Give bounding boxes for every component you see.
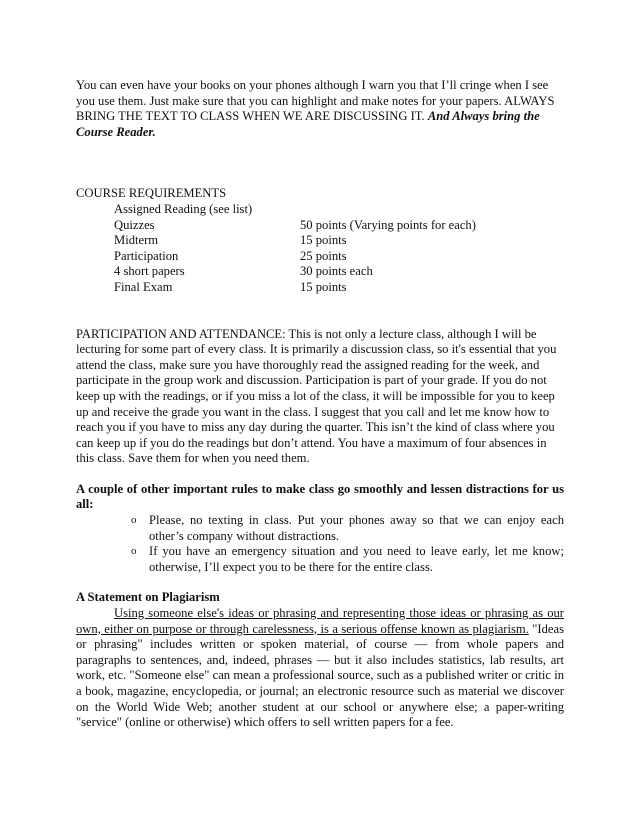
requirement-name: 4 short papers	[114, 264, 185, 279]
requirement-points: 15 points	[300, 279, 347, 294]
plagiarism-heading: A Statement on Plagiarism	[76, 590, 220, 605]
rules-list	[76, 513, 564, 575]
intro-text: You can even have your books on your phones although I warn you that I’ll cringe when I see you use them. Just make sure that you can highlight and make notes for your papers. ALWAYS BRING THE TEXT TO CLASS WHEN WE ARE DISCUSSING IT.	[76, 78, 555, 124]
requirement-row	[114, 218, 564, 234]
bullet-circle-icon: o	[131, 514, 137, 527]
plagiarism-paragraph	[76, 606, 564, 731]
list-item	[131, 544, 564, 575]
requirement-points: 25 points	[300, 248, 347, 263]
rule-text: If you have an emergency situation and you need to leave early, let me know; otherwise, I’ll expect you to be there for the entire class.	[149, 544, 564, 574]
requirement-name: Participation	[114, 248, 179, 263]
plagiarism-definition: Using someone else's ideas or phrasing and representing those ideas or phrasing as our own, either on purpose or through carelessness, is a serious offense known as plagiarism.	[76, 606, 564, 636]
requirement-points: 30 points each	[300, 264, 373, 279]
requirement-row	[114, 202, 564, 218]
participation-paragraph: PARTICIPATION AND ATTENDANCE: This is not only a lecture class, although I will be lecturing for some part of every class. It is primarily a discussion class, so it's essential that you attend the class, make sure you have thoroughly read the assigned reading for the week, and participate in the group work and discussion. Participation is part of your grade. If you do not keep up with the readings, or if you miss a lot of the class, it will be impossible for you to keep up and receive the grade you want in the class. I suggest that you call and let me know how to reach you if you have to miss any day during the quarter. This isn’t the kind of class where you can keep up if you do the readings but don’t attend. You have a maximum of four absences in this class. Save them for when you need them.	[76, 326, 557, 466]
requirement-row	[114, 249, 564, 265]
requirement-name: Quizzes	[114, 217, 155, 232]
rules-heading: A couple of other important rules to make class go smoothly and lessen distractions for us all:	[76, 481, 564, 512]
requirement-row	[114, 264, 564, 280]
requirement-points: 50 points (Varying points for each)	[300, 217, 476, 232]
document-page	[76, 78, 564, 731]
requirement-points: 15 points	[300, 233, 347, 248]
requirement-name: Final Exam	[114, 279, 173, 294]
intro-paragraph	[76, 78, 564, 140]
requirement-name: Midterm	[114, 233, 159, 248]
requirement-row	[114, 280, 564, 296]
intro-emphasis: And Always bring the Course Reader.	[76, 109, 540, 139]
plagiarism-details: "Ideas or phrasing" includes written or spoken material, of course — from whole papers and paragraphs to sentences, and, indeed, phrases — but it also includes statistics, lab results, art work, etc. "Someone else" can mean a professional source, such as a published writer or critic in a book, magazine, encyclopedia, or journal; an electronic resource such as material we discover on the World Wide Web; another student at our school or anywhere else; a paper-writing "service" (online or otherwise) which offers to sell written papers for a fee.	[76, 621, 564, 730]
bullet-circle-icon: o	[131, 545, 137, 558]
rule-text: Please, no texting in class. Put your phones away so that we can enjoy each other’s company without distractions.	[149, 513, 564, 543]
list-item	[131, 513, 564, 544]
requirements-table	[114, 202, 564, 296]
requirement-row	[114, 233, 564, 249]
requirements-heading: COURSE REQUIREMENTS	[76, 186, 227, 201]
requirement-name: Assigned Reading (see list)	[114, 201, 253, 216]
